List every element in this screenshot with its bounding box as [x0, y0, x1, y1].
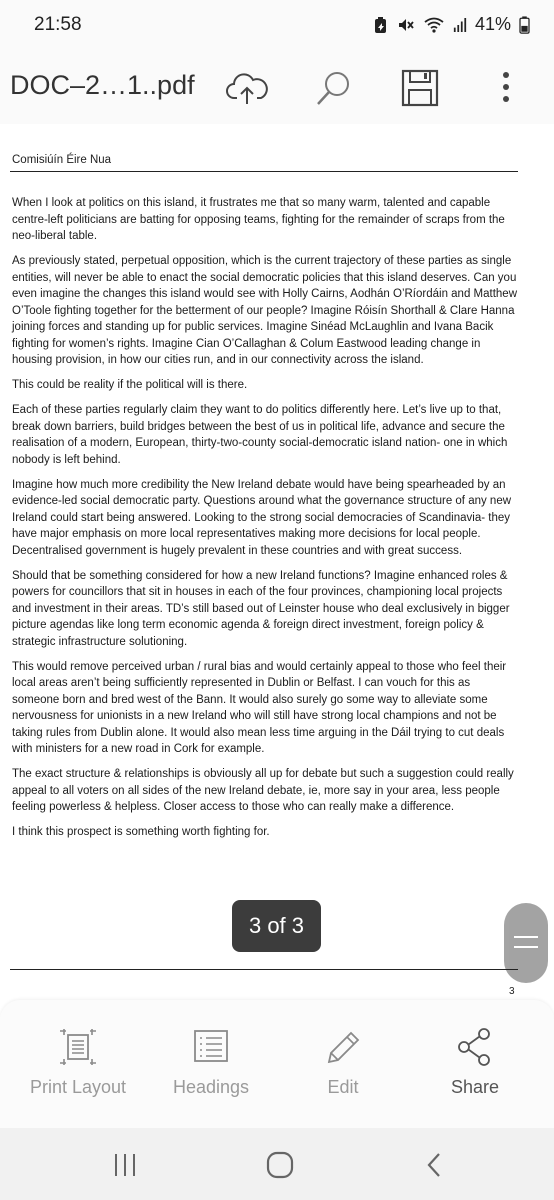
paragraph: The exact structure & relationships is obviously all up for debate but such a suggestion could really appeal to all voters on all sides of the new Ireland debate, ie, more say in your area, less people feeling powerless & helpless. Closer access to those who can really make a difference. — [12, 768, 514, 813]
share-button[interactable] — [409, 1025, 541, 1098]
paragraph: I think this prospect is something worth fighting for. — [12, 826, 270, 838]
footer-divider — [10, 969, 518, 970]
paragraph: This would remove perceived urban / rural bias and would certainly appeal to those who feel their local areas aren’t being sufficiently represented in Dublin or Belfast. I can vouch for this as someone born and bred west of the Bann. It would also surely go some way to alleviate some nervousness for unionists in a new Ireland who will still have strong local champions and not be taking rules from Dublin alone. It would also mean less time arguing in the Dáil trying to cut deals with ministers for a new road in Cork for example. — [12, 660, 507, 755]
battery-percent: 41% — [474, 14, 511, 34]
print-layout-icon — [56, 1025, 100, 1069]
status-time: 21:58 — [34, 14, 82, 35]
app-bar — [0, 52, 554, 125]
status-bar — [0, 0, 554, 52]
save-icon[interactable] — [398, 66, 442, 110]
print-layout-button[interactable] — [12, 1025, 144, 1098]
document-page[interactable] — [0, 124, 554, 1000]
status-icons — [373, 14, 530, 35]
mute-icon — [397, 16, 415, 34]
search-icon[interactable] — [312, 66, 356, 110]
print-layout-label: Print Layout — [29, 1077, 127, 1097]
header-divider — [10, 171, 518, 172]
paragraph: Should that be something considered for how a new Ireland functions? Imagine enhanced roles & powers for councillors that sit in houses in each of the four provinces, championing local projects and investment in their areas. TD’s still based out of Leinster house who deal exclusively in bigger picture agendas like long term economic agenda & foreign direct investment, foreign policy & strategic infrastructure solutioning. — [12, 569, 510, 648]
handle-line — [514, 936, 538, 938]
home-icon[interactable] — [265, 1150, 295, 1180]
share-icon — [453, 1025, 497, 1069]
system-nav-bar — [0, 1128, 554, 1200]
wifi-calling-icon — [423, 16, 445, 34]
recent-apps-icon[interactable] — [110, 1150, 140, 1180]
paragraph: This could be reality if the political will is there. — [12, 379, 248, 391]
headings-icon — [189, 1025, 233, 1069]
edit-pencil-icon — [321, 1025, 365, 1069]
page-number: 3 — [509, 986, 515, 997]
signal-icon — [453, 16, 467, 34]
fast-scroll-handle[interactable] — [504, 903, 548, 983]
edit-label: Edit — [327, 1077, 359, 1097]
paragraph: Each of these parties regularly claim they want to do politics differently here. Let’s live up to that, break down barriers, build bridges between the best of us in political life, advance and secure the realisation of a modern, European, thirty-two-county social-democratic island nation- one in which nobody is left behind. — [12, 404, 508, 466]
battery-icon — [519, 16, 530, 34]
bottom-toolbar — [0, 1000, 554, 1128]
handle-line — [514, 946, 538, 948]
document-title: DOC–2…1..pdf — [10, 70, 195, 100]
headings-button[interactable] — [145, 1025, 277, 1098]
headings-label: Headings — [172, 1077, 250, 1097]
document-header: Comisiúín Éire Nua — [12, 154, 112, 166]
back-icon[interactable] — [420, 1150, 450, 1180]
page-indicator: 3 of 3 — [232, 900, 321, 952]
edit-button[interactable] — [277, 1025, 409, 1098]
document-body — [12, 195, 520, 849]
document-notification-icon — [373, 16, 389, 34]
cloud-upload-icon[interactable] — [225, 66, 269, 110]
paragraph: Imagine how much more credibility the New Ireland debate would have being spearheaded by an evidence-led social democratic party. Questions around what the governance structure of any new Ireland could start being answered. Looking to the strong social democracies of Scandinavia- they have major emphasis on more local representatives making more decisions for local people. Decentralised government is hugely prevalent in these countries and with great success. — [12, 478, 512, 557]
paragraph: When I look at politics on this island, it frustrates me that so many warm, talented and capable centre-left politicians are batting for opposing teams, fighting for the remainder of scraps from the neo-liberal table. — [12, 197, 505, 242]
more-vert-icon[interactable] — [484, 66, 528, 110]
share-label: Share — [450, 1077, 500, 1097]
paragraph: As previously stated, perpetual opposition, which is the current trajectory of these parties as single entities, will never be able to enact the social democratic policies that this island deserves. Can you even imagine the changes this island would see with Holly Cairns, Aodhán O’Ríordáin and Matthew O’Toole fighting together for the betterment of our people? Imagine Róisín Shorthall & Clare Hanna joining forces and standing up for public services. Imagine Sinéad McLaughlin and Ivana Bacik fighting for women’s rights. Imagine Cian O’Callaghan & Colum Eastwood leading change in housing provision, in how our cities run, and in our connectivity across the island. — [12, 255, 518, 366]
